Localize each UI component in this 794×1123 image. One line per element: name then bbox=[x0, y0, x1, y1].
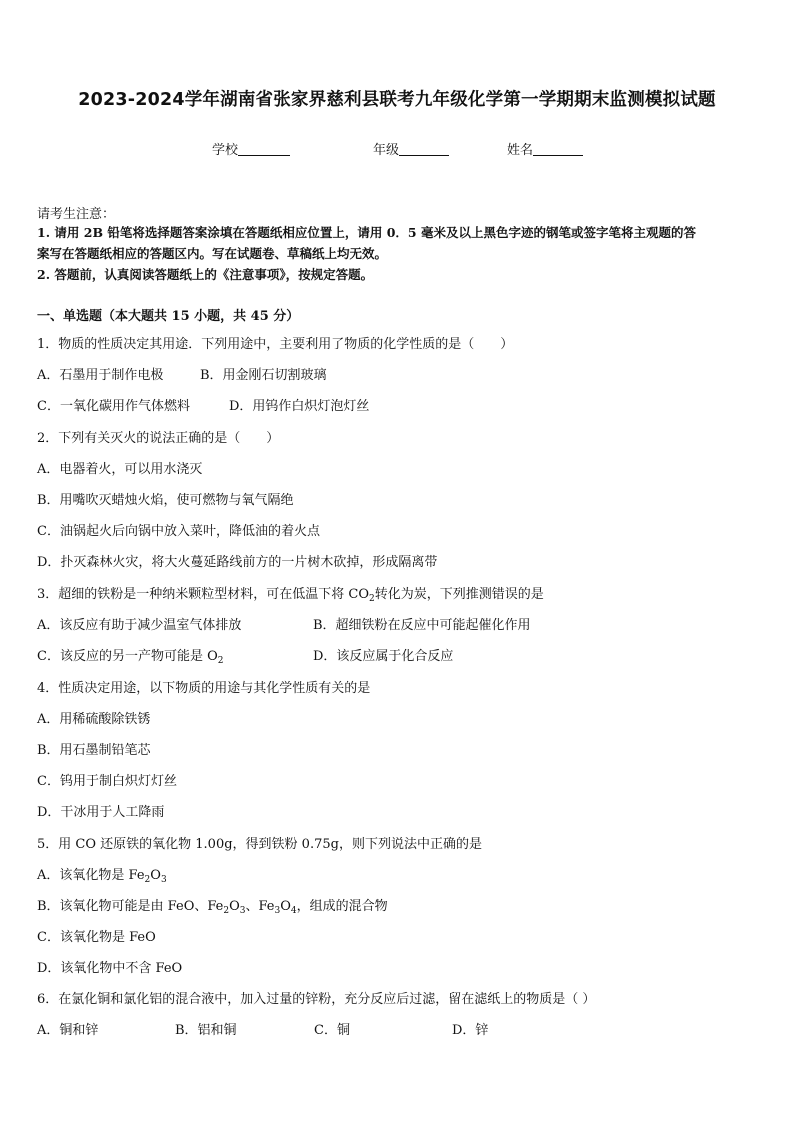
question-5-option-d: D．该氧化物中不含 FeO bbox=[37, 961, 183, 976]
notice-item-2: 2. 答题前，认真阅读答题纸上的《注意事项》，按规定答题。 bbox=[37, 267, 374, 282]
question-2-option-d: D．扑灭森林火灾，将大火蔓延路线前方的一片树木砍掉，形成隔离带 bbox=[37, 555, 438, 570]
exam-title: 2023-2024学年湖南省张家界慈利县联考九年级化学第一学期期末监测模拟试题 bbox=[78, 90, 716, 110]
question-4-option-b: B．用石墨制铅笔芯 bbox=[37, 743, 151, 758]
question-5-option-a: A．该氧化物是 $Fe_2O_3$ bbox=[37, 868, 167, 885]
notice-heading: 请考生注意： bbox=[37, 207, 116, 222]
question-4-option-a: A．用稀硫酸除铁锈 bbox=[37, 712, 151, 727]
grade-label: 年级 bbox=[373, 143, 400, 158]
question-4-stem: 4．性质决定用途，以下物质的用途与其化学性质有关的是 bbox=[37, 681, 371, 696]
notice-item-1b: 案写在答题纸相应的答题区内。写在试题卷、草稿纸上均无效。 bbox=[37, 246, 388, 261]
school-label: 学校 bbox=[212, 143, 239, 158]
school-field bbox=[212, 139, 290, 158]
question-1-option-b: B．用金刚石切割玻璃 bbox=[200, 368, 327, 383]
question-4-option-d: D．干冰用于人工降雨 bbox=[37, 805, 165, 820]
question-2-option-c: C．油锅起火后向锅中放入菜叶，降低油的着火点 bbox=[37, 524, 320, 539]
question-6-stem: 6．在氯化铜和氯化铝的混合液中，加入过量的锌粉，充分反应后过滤，留在滤纸上的物质是（ ） bbox=[37, 992, 596, 1007]
question-6-option-b: B．铝和铜 bbox=[175, 1023, 237, 1038]
grade-field bbox=[373, 139, 449, 158]
question-3-option-d: D．该反应属于化合反应 bbox=[313, 649, 454, 664]
question-3-option-a: A．该反应有助于减少温室气体排放 bbox=[37, 618, 242, 633]
notice-item-1a: 1. 请用 2B 铅笔将选择题答案涂填在答题纸相应位置上，请用 0．5 毫米及以上黑色字迹的钢笔或签字笔将主观题的答 bbox=[37, 225, 696, 240]
name-blank bbox=[533, 143, 583, 156]
section-heading: 一、单选题（本大题共 15 小题，共 45 分） bbox=[37, 309, 300, 324]
question-1-option-d: D．用钨作白炽灯泡灯丝 bbox=[229, 399, 370, 414]
question-6-option-d: D．锌 bbox=[452, 1023, 489, 1038]
question-1-stem: 1．物质的性质决定其用途．下列用途中，主要利用了物质的化学性质的是（ ） bbox=[37, 337, 514, 352]
name-field bbox=[507, 139, 583, 158]
question-5-option-c: C．该氧化物是 FeO bbox=[37, 930, 156, 945]
school-blank bbox=[238, 143, 290, 156]
question-1-option-a: A．石墨用于制作电极 bbox=[37, 368, 164, 383]
question-1-option-c: C．一氧化碳用作气体燃料 bbox=[37, 399, 190, 414]
question-2-stem: 2．下列有关灭火的说法正确的是（ ） bbox=[37, 431, 280, 446]
question-2-option-a: A．电器着火，可以用水浇灭 bbox=[37, 462, 203, 477]
question-5-stem: 5．用 CO 还原铁的氧化物 1.00g，得到铁粉 0.75g，则下列说法中正确的是 bbox=[37, 837, 482, 852]
question-3-stem: 3．超细的铁粉是一种纳米颗粒型材料，可在低温下将 $CO_2$转化为炭，下列推测错误的是 bbox=[37, 587, 544, 604]
question-6-option-c: C．铜 bbox=[314, 1023, 350, 1038]
question-6-option-a: A．铜和锌 bbox=[37, 1023, 99, 1038]
question-5-option-b: B．该氧化物可能是由 FeO、$Fe_2O_3$、$Fe_3O_4$，组成的混合物 bbox=[37, 899, 388, 916]
name-label: 姓名 bbox=[507, 143, 534, 158]
grade-blank bbox=[399, 143, 449, 156]
question-2-option-b: B．用嘴吹灭蜡烛火焰，使可燃物与氧气隔绝 bbox=[37, 493, 294, 508]
question-4-option-c: C．钨用于制白炽灯灯丝 bbox=[37, 774, 177, 789]
question-3-option-c: C．该反应的另一产物可能是 $O_2$ bbox=[37, 649, 224, 666]
question-3-option-b: B．超细铁粉在反应中可能起催化作用 bbox=[313, 618, 531, 633]
